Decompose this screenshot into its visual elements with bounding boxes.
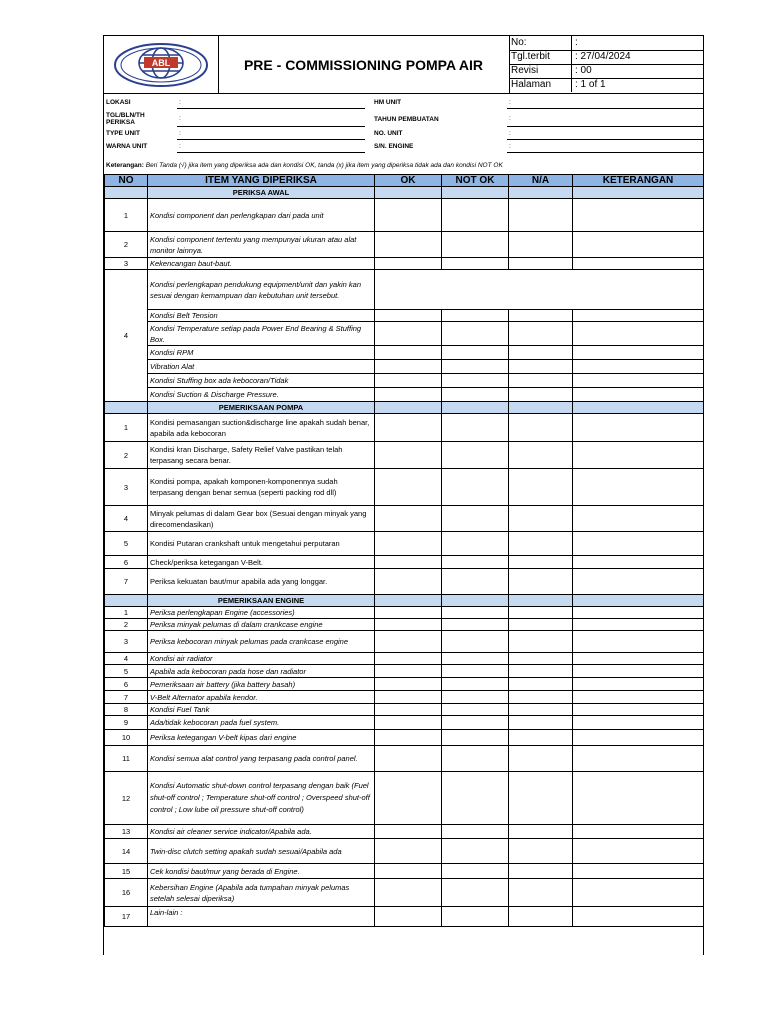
keterangan-cell[interactable]: [573, 665, 704, 678]
table-row: 6 Pemeriksaan air battery (jika battery basah): [105, 678, 704, 691]
ok-cell[interactable]: [375, 704, 442, 716]
keterangan-cell[interactable]: [573, 258, 704, 270]
ok-cell[interactable]: [375, 619, 442, 631]
keterangan-cell[interactable]: [573, 388, 704, 402]
keterangan-cell[interactable]: [573, 360, 704, 374]
not-ok-cell[interactable]: [442, 569, 509, 595]
table-row: Kondisi Temperature setiap pada Power End Bearing & Stuffing Box.: [105, 322, 704, 346]
not-ok-cell[interactable]: [442, 907, 509, 927]
na-cell[interactable]: [509, 388, 573, 402]
table-body: [105, 187, 704, 927]
ok-cell[interactable]: [375, 199, 442, 232]
keterangan-cell[interactable]: [573, 678, 704, 691]
ok-cell[interactable]: [375, 232, 442, 258]
type-unit-label: TYPE UNIT: [106, 130, 140, 137]
ok-cell[interactable]: [375, 532, 442, 556]
na-cell[interactable]: [509, 825, 573, 839]
col-na: N/A: [509, 175, 573, 187]
not-ok-cell[interactable]: [442, 716, 509, 730]
table-row: 7 Periksa kekuatan baut/mur apabila ada yang longgar.: [105, 569, 704, 595]
table-row: 6 Check/periksa ketegangan V-Belt.: [105, 556, 704, 569]
table-row: 13 Kondisi air cleaner service indicator/Apabila ada.: [105, 825, 704, 839]
not-ok-cell[interactable]: [442, 374, 509, 388]
not-ok-cell[interactable]: [442, 879, 509, 907]
na-cell[interactable]: [509, 442, 573, 469]
ok-cell[interactable]: [375, 556, 442, 569]
na-cell[interactable]: [509, 839, 573, 864]
meta-row-revisi: Revisi : 00: [509, 64, 703, 79]
legend-note: Keterangan: Beri Tanda (√) jika item yang diperiksa ada dan kondisi OK, tanda (x) jika item yang diperiksa tidak ada dan kondisi NOT OK: [106, 162, 503, 169]
checklist-sheet: [103, 35, 704, 955]
na-cell[interactable]: [509, 199, 573, 232]
keterangan-cell[interactable]: [573, 772, 704, 825]
ok-cell[interactable]: [375, 414, 442, 442]
ok-cell[interactable]: [375, 346, 442, 360]
not-ok-cell[interactable]: [442, 310, 509, 322]
not-ok-cell[interactable]: [442, 746, 509, 772]
table-row: 9 Ada/tidak kebocoran pada fuel system.: [105, 716, 704, 730]
not-ok-cell[interactable]: [442, 825, 509, 839]
keterangan-cell[interactable]: [573, 346, 704, 360]
logo-text: ABL: [151, 58, 171, 68]
table-row: 8 Kondisi Fuel Tank: [105, 704, 704, 716]
section-pemeriksaan-pompa: PEMERIKSAAN POMPA: [105, 402, 704, 414]
col-item: ITEM YANG DIPERIKSA: [148, 175, 375, 187]
table-row: 2 Kondisi kran Discharge, Safety Relief Valve pastikan telah terpasang secara benar.: [105, 442, 704, 469]
document-meta: [509, 36, 703, 93]
not-ok-cell[interactable]: [442, 704, 509, 716]
ok-cell[interactable]: [375, 653, 442, 665]
table-row: Vibration Alat: [105, 360, 704, 374]
merged-blank-cell: [375, 270, 704, 310]
ok-cell[interactable]: [375, 772, 442, 825]
keterangan-cell[interactable]: [573, 825, 704, 839]
warna-unit-label: WARNA UNIT: [106, 143, 148, 150]
sn-engine-label: S/N. ENGINE: [374, 143, 414, 150]
keterangan-cell[interactable]: [573, 839, 704, 864]
ok-cell[interactable]: [375, 374, 442, 388]
na-cell[interactable]: [509, 506, 573, 532]
keterangan-cell[interactable]: [573, 879, 704, 907]
tahun-pembuatan-label: TAHUN PEMBUATAN: [374, 116, 439, 123]
ok-cell[interactable]: [375, 506, 442, 532]
not-ok-cell[interactable]: [442, 839, 509, 864]
not-ok-cell[interactable]: [442, 442, 509, 469]
table-row: 3 Kekencangan baut-baut.: [105, 258, 704, 270]
table-row: 4 Kondisi perlengkapan pendukung equipment/unit dan yakin kan sesuai dengan kemampuan dan kebutuhan unit tersebut.: [105, 270, 704, 310]
col-not-ok: NOT OK: [442, 175, 509, 187]
ok-cell[interactable]: [375, 322, 442, 346]
na-cell[interactable]: [509, 232, 573, 258]
ok-cell[interactable]: [375, 388, 442, 402]
table-row: 12 Kondisi Automatic shut-down control terpasang dengan baik (Fuel shut-off control ; Temperature shut-off control ; Overspeed shut-off control ; Low lube oil pressure shut-off control): [105, 772, 704, 825]
keterangan-cell[interactable]: [573, 631, 704, 653]
na-cell[interactable]: [509, 879, 573, 907]
ok-cell[interactable]: [375, 907, 442, 927]
keterangan-cell[interactable]: [573, 506, 704, 532]
not-ok-cell[interactable]: [442, 631, 509, 653]
table-row: Kondisi Stuffing box ada kebocoran/Tidak: [105, 374, 704, 388]
ok-cell[interactable]: [375, 825, 442, 839]
keterangan-cell[interactable]: [573, 619, 704, 631]
na-cell[interactable]: [509, 772, 573, 825]
na-cell[interactable]: [509, 360, 573, 374]
table-row: 16 Kebersihan Engine (Apabila ada tumpahan minyak pelumas setelah selesai diperiksa): [105, 879, 704, 907]
ok-cell[interactable]: [375, 746, 442, 772]
table-row: 1 Kondisi pemasangan suction&discharge line apakah sudah benar, apabila ada kebocoran: [105, 414, 704, 442]
not-ok-cell[interactable]: [442, 607, 509, 619]
na-cell[interactable]: [509, 607, 573, 619]
table-header-row: [105, 175, 704, 187]
not-ok-cell[interactable]: [442, 258, 509, 270]
na-cell[interactable]: [509, 691, 573, 704]
na-cell[interactable]: [509, 730, 573, 746]
table-row: Kondisi Belt Tension: [105, 310, 704, 322]
col-ok: OK: [375, 175, 442, 187]
col-no: NO: [105, 175, 148, 187]
ok-cell[interactable]: [375, 665, 442, 678]
table-row: 3 Kondisi pompa, apakah komponen-komponennya sudah terpasang dengan benar semua (seperti packing rod dll): [105, 469, 704, 506]
keterangan-cell[interactable]: [573, 414, 704, 442]
na-cell[interactable]: [509, 653, 573, 665]
keterangan-cell[interactable]: [573, 864, 704, 879]
table-row: Kondisi RPM: [105, 346, 704, 360]
not-ok-cell[interactable]: [442, 556, 509, 569]
na-cell[interactable]: [509, 532, 573, 556]
keterangan-cell[interactable]: [573, 442, 704, 469]
table-row: 5 Apabila ada kebocoran pada hose dan radiator: [105, 665, 704, 678]
ok-cell[interactable]: [375, 691, 442, 704]
table-row: 3 Periksa kebocoran minyak pelumas pada crankcase engine: [105, 631, 704, 653]
not-ok-cell[interactable]: [442, 864, 509, 879]
not-ok-cell[interactable]: [442, 360, 509, 374]
info-row-4: WARNA UNIT : S/N. ENGINE :: [104, 140, 703, 153]
not-ok-cell[interactable]: [442, 414, 509, 442]
keterangan-cell[interactable]: [573, 569, 704, 595]
table-row: 11 Kondisi semua alat control yang terpasang pada control panel.: [105, 746, 704, 772]
keterangan-cell[interactable]: [573, 374, 704, 388]
ok-cell[interactable]: [375, 442, 442, 469]
table-row: 7 V-Belt Alternator apabila kendor.: [105, 691, 704, 704]
na-cell[interactable]: [509, 374, 573, 388]
na-cell[interactable]: [509, 631, 573, 653]
tgl-periksa-label: TGL/BLN/TH PERIKSA: [106, 112, 145, 126]
table-row: 4 Minyak pelumas di dalam Gear box (Sesuai dengan minyak yang direcomendasikan): [105, 506, 704, 532]
not-ok-cell[interactable]: [442, 532, 509, 556]
ok-cell[interactable]: [375, 258, 442, 270]
ok-cell[interactable]: [375, 864, 442, 879]
ok-cell[interactable]: [375, 607, 442, 619]
ok-cell[interactable]: [375, 631, 442, 653]
hm-unit-label: HM UNIT: [374, 99, 402, 106]
na-cell[interactable]: [509, 619, 573, 631]
na-cell[interactable]: [509, 414, 573, 442]
keterangan-cell[interactable]: [573, 691, 704, 704]
info-row-3: TYPE UNIT : NO. UNIT :: [104, 127, 703, 140]
keterangan-cell[interactable]: [573, 532, 704, 556]
not-ok-cell[interactable]: [442, 388, 509, 402]
keterangan-cell[interactable]: [573, 716, 704, 730]
ok-cell[interactable]: [375, 678, 442, 691]
na-cell[interactable]: [509, 322, 573, 346]
not-ok-cell[interactable]: [442, 469, 509, 506]
not-ok-cell[interactable]: [442, 619, 509, 631]
not-ok-cell[interactable]: [442, 665, 509, 678]
not-ok-cell[interactable]: [442, 232, 509, 258]
keterangan-cell[interactable]: [573, 607, 704, 619]
not-ok-cell[interactable]: [442, 199, 509, 232]
table-row: 15 Cek kondisi baut/mur yang berada di Engine.: [105, 864, 704, 879]
keterangan-cell[interactable]: [573, 704, 704, 716]
keterangan-cell[interactable]: [573, 907, 704, 927]
keterangan-cell[interactable]: [573, 556, 704, 569]
ok-cell[interactable]: [375, 310, 442, 322]
na-cell[interactable]: [509, 310, 573, 322]
ok-cell[interactable]: [375, 360, 442, 374]
logo-cell: [104, 36, 219, 93]
table-row: 1 Periksa perlengkapan Engine (accessories): [105, 607, 704, 619]
table-row: 17 Lain-lain :: [105, 907, 704, 927]
document-title: PRE - COMMISSIONING POMPA AIR: [218, 36, 510, 93]
section-periksa-awal: PERIKSA AWAL: [105, 187, 704, 199]
na-cell[interactable]: [509, 864, 573, 879]
not-ok-cell[interactable]: [442, 691, 509, 704]
keterangan-cell[interactable]: [573, 310, 704, 322]
keterangan-cell[interactable]: [573, 746, 704, 772]
not-ok-cell[interactable]: [442, 678, 509, 691]
keterangan-cell[interactable]: [573, 730, 704, 746]
keterangan-cell[interactable]: [573, 232, 704, 258]
col-keterangan: KETERANGAN: [573, 175, 704, 187]
no-unit-label: NO. UNIT: [374, 130, 403, 137]
na-cell[interactable]: [509, 258, 573, 270]
keterangan-cell[interactable]: [573, 469, 704, 506]
info-row-2: TGL/BLN/TH PERIKSA : TAHUN PEMBUATAN :: [104, 109, 703, 127]
not-ok-cell[interactable]: [442, 322, 509, 346]
ok-cell[interactable]: [375, 716, 442, 730]
table-row: 4 Kondisi air radiator: [105, 653, 704, 665]
na-cell[interactable]: [509, 704, 573, 716]
section-pemeriksaan-engine: PEMERIKSAAN ENGINE: [105, 595, 704, 607]
na-cell[interactable]: [509, 346, 573, 360]
ok-cell[interactable]: [375, 569, 442, 595]
na-cell[interactable]: [509, 556, 573, 569]
na-cell[interactable]: [509, 665, 573, 678]
na-cell[interactable]: [509, 746, 573, 772]
not-ok-cell[interactable]: [442, 346, 509, 360]
meta-row-halaman: Halaman : 1 of 1: [511, 79, 606, 90]
meta-row-no: No: :: [509, 36, 703, 51]
info-row-1: LOKASI : HM UNIT :: [104, 96, 703, 109]
ok-cell[interactable]: [375, 839, 442, 864]
not-ok-cell[interactable]: [442, 506, 509, 532]
keterangan-cell[interactable]: [573, 199, 704, 232]
na-cell[interactable]: [509, 569, 573, 595]
table-row: 14 Twin-disc clutch setting apakah sudah sesuai/Apabila ada: [105, 839, 704, 864]
not-ok-cell[interactable]: [442, 730, 509, 746]
na-cell[interactable]: [509, 716, 573, 730]
not-ok-cell[interactable]: [442, 653, 509, 665]
table-row: 2 Periksa minyak pelumas di dalam crankcase engine: [105, 619, 704, 631]
company-logo: [104, 36, 218, 93]
meta-row-tgl: Tgl.terbit : 27/04/2024: [509, 50, 703, 65]
checklist-table: [104, 174, 704, 927]
na-cell[interactable]: [509, 678, 573, 691]
na-cell[interactable]: [509, 907, 573, 927]
keterangan-cell[interactable]: [573, 322, 704, 346]
table-row: 10 Periksa ketegangan V-belt kipas dari engine: [105, 730, 704, 746]
na-cell[interactable]: [509, 469, 573, 506]
ok-cell[interactable]: [375, 469, 442, 506]
lokasi-label: LOKASI: [106, 99, 131, 106]
table-row: Kondisi Suction & Discharge Pressure.: [105, 388, 704, 402]
ok-cell[interactable]: [375, 879, 442, 907]
ok-cell[interactable]: [375, 730, 442, 746]
document-header: [104, 35, 703, 94]
not-ok-cell[interactable]: [442, 772, 509, 825]
table-row: 1 Kondisi component dan perlengkapan dari pada unit: [105, 199, 704, 232]
table-row: 5 Kondisi Putaran crankshaft untuk mengetahui perputaran: [105, 532, 704, 556]
keterangan-cell[interactable]: [573, 653, 704, 665]
table-row: 2 Kondisi component tertentu yang mempunyai ukuran atau alat monitor lainnya.: [105, 232, 704, 258]
